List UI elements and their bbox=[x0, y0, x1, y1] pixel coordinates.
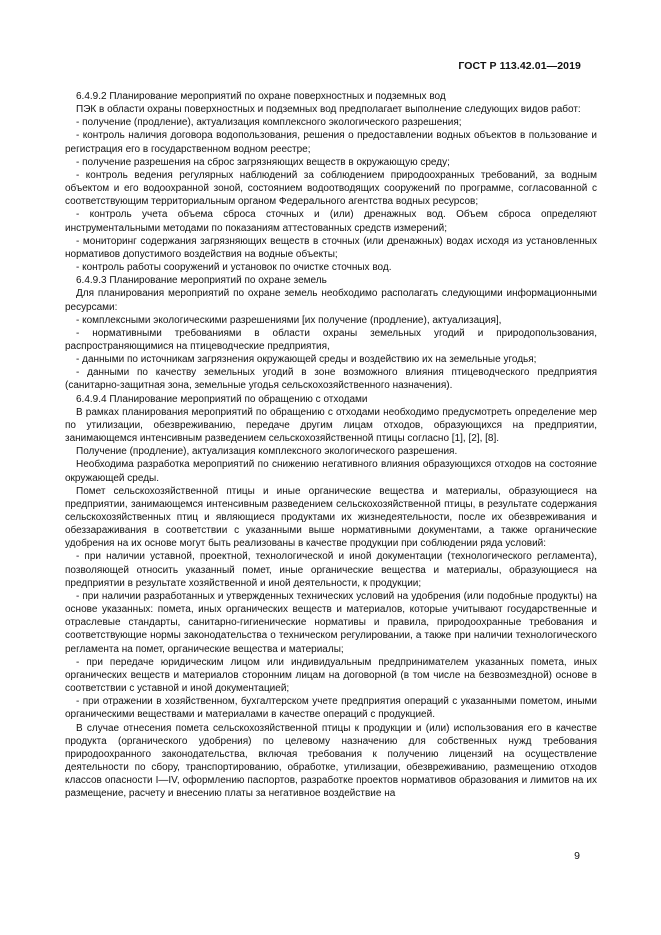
list-item: - получение (продление), актуализация комплексного экологического разрешения; bbox=[76, 117, 462, 129]
list-item: - данными по качеству земельных угодий в зоне возможного влияния птицеводческого предприятия (санитарно-защитная зона, земельные угодья сельскохозяйственного назначения). bbox=[65, 367, 597, 392]
list-item: - контроль наличия договора водопользования, решения о предоставлении водных объектов в пользование и регистрация его в государственном водном реестре; bbox=[65, 130, 597, 155]
paragraph: В рамках планирования мероприятий по обращению с отходами необходимо предусмотреть определение мер по утилизации, обезвреживанию, передаче другим лицам отходов, образующихся на предприятии, занимающемся интенсивным разведением сельскохозяйственной птицы согласно [1], [2], [8]. bbox=[65, 406, 597, 445]
section-heading: 6.4.9.3 Планирование мероприятий по охране земель bbox=[76, 275, 327, 287]
paragraph: Помет сельскохозяйственной птицы и иные органические вещества и материалы, образующиеся на предприятии, занимающемся интенсивным разведением сельскохозяйственной птицы, в результате содержания сельскохозяйственных птиц и являющиеся продуктами их жизнедеятельности, после их обезвреживания и обеззараживания в соответствии с указанными выше нормативными документами, а также органические удобрения на их основе могут быть реализованы в качестве продукции при соблюдении ряда условий: bbox=[65, 485, 597, 550]
list-item: - данными по источникам загрязнения окружающей среды и воздействию их на земельные угодья; bbox=[76, 354, 537, 366]
body-text bbox=[65, 90, 597, 800]
list-item: - при передаче юридическим лицом или индивидуальным предпринимателем указанных помета, иных органических веществ и материалов сторонним лицам на договорной (в том числе на безвозмездной) основе в соответствии с уставной и иной документацией; bbox=[65, 656, 597, 695]
list-item: - нормативными требованиями в области охраны земельных угодий и природопользования, распространяющимися на птицеводческие предприятия, bbox=[65, 327, 597, 352]
list-item: - контроль работы сооружений и установок по очистке сточных вод. bbox=[76, 262, 392, 274]
list-item: - контроль ведения регулярных наблюдений за соблюдением природоохранных требований, за водным объектом и его водоохранной зоной, состоянием водоотводящих сооружений по программе, согласованной с соответствующим территориальным органом Федерального агентства водных ресурсов; bbox=[65, 169, 597, 208]
paragraph: Получение (продление), актуализация комплексного экологического разрешения. bbox=[76, 446, 458, 458]
list-item: - при наличии разработанных и утвержденных технических условий на удобрения (или подобные продукты) на основе указанных: помета, иных органических веществ и материалов, которые учитывают государственные и отраслевые стандарты, санитарно-гигиенические нормативы и правила, природоохранные требования и соответствующие нормы законодательства о техническом регулировании, а также при наличии технологического регламента на помет, органические вещества и материалы; bbox=[65, 590, 597, 655]
list-item: - комплексными экологическими разрешениями [их получение (продление), актуализация], bbox=[76, 314, 502, 326]
list-item: - при наличии уставной, проектной, технологической и иной документации (технологического регламента), позволяющей относить указанный помет, иные органические вещества и материалы, образующиеся на предприятии в результате хозяйственной и иной деятельности, к продукции; bbox=[65, 551, 597, 589]
paragraph: В случае отнесения помета сельскохозяйственной птицы к продукции и (или) использования его в качестве продукта (органического удобрения) по целевому назначению для собственных нужд требования природоохранного законодательства, включая требования к получению лицензий на осуществление деятельности по сбору, транспортированию, обработке, утилизации, обезвреживанию, размещению отходов классов опасности I—IV, оформлению паспортов, разработке проектов нормативов образования и лимитов на их размещение, расчету и внесению платы за негативное воздействие на bbox=[65, 722, 597, 800]
page-number: 9 bbox=[574, 850, 580, 862]
section-heading: 6.4.9.2 Планирование мероприятий по охране поверхностных и подземных вод bbox=[76, 91, 446, 102]
paragraph: ПЭК в области охраны поверхностных и подземных вод предполагает выполнение следующих видов работ: bbox=[76, 104, 581, 116]
section-heading: 6.4.9.4 Планирование мероприятий по обращению с отходами bbox=[76, 393, 368, 405]
list-item: - при отражении в хозяйственном, бухгалтерском учете предприятия операций с указанными пометом, иными органическими веществами и материалами в качестве операций с продукцией. bbox=[65, 696, 597, 721]
paragraph: Необходима разработка мероприятий по снижению негативного влияния образующихся отходов на состояние окружающей среды. bbox=[65, 459, 597, 484]
list-item: - контроль учета объема сброса сточных и (или) дренажных вод. Объем сброса определяют инструментальными методами по показаниям аттестованных средств измерений; bbox=[65, 209, 597, 234]
list-item: - получение разрешения на сброс загрязняющих веществ в окружающую среду; bbox=[76, 156, 450, 168]
paragraph: Для планирования мероприятий по охране земель необходимо располагать следующими информационными ресурсами: bbox=[65, 288, 597, 313]
list-item: - мониторинг содержания загрязняющих веществ в сточных (или дренажных) водах исходя из установленных нормативов допустимого воздействия на водные объекты; bbox=[65, 235, 597, 260]
page-header: ГОСТ Р 113.42.01—2019 bbox=[458, 60, 581, 72]
